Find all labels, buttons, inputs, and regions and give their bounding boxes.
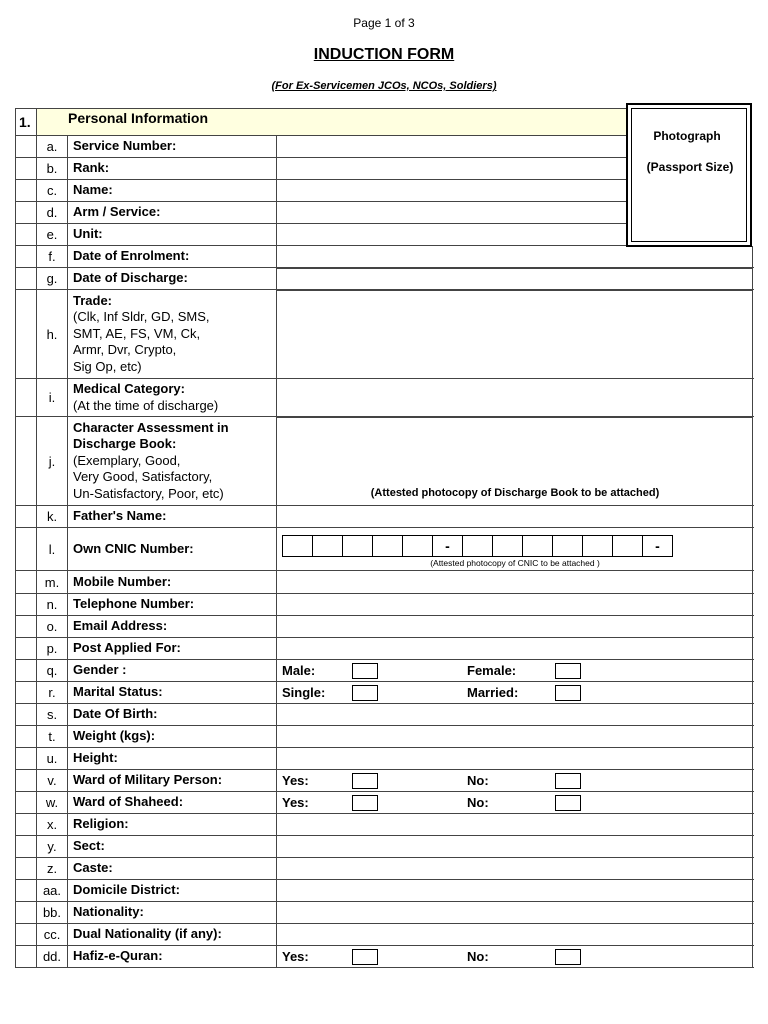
row-value-field[interactable] xyxy=(277,246,753,267)
row-label-line: Date of Discharge: xyxy=(73,270,188,286)
row-spacer-cell xyxy=(15,748,37,769)
table-row xyxy=(15,704,754,726)
row-label xyxy=(68,290,277,378)
row-spacer-cell xyxy=(15,379,37,416)
row-value-field[interactable] xyxy=(277,268,753,289)
photograph-box[interactable] xyxy=(626,103,752,247)
row-label xyxy=(68,417,277,505)
checkbox[interactable] xyxy=(555,663,581,679)
row-label-line: Trade: xyxy=(73,292,113,308)
cnic-note: (Attested photocopy of CNIC to be attached ) xyxy=(430,558,600,568)
row-value-field[interactable] xyxy=(277,726,753,747)
section-number: 1. xyxy=(15,108,37,136)
row-label-line: (At the time of discharge) xyxy=(73,397,219,413)
row-letter: cc. xyxy=(37,924,68,945)
row-spacer-cell xyxy=(15,726,37,747)
table-row xyxy=(15,246,754,268)
row-spacer-cell xyxy=(15,770,37,791)
cnic-digit-box[interactable] xyxy=(552,535,583,557)
row-value-field[interactable] xyxy=(277,836,753,857)
checkbox[interactable] xyxy=(555,685,581,701)
row-spacer-cell xyxy=(15,814,37,835)
row-spacer-cell xyxy=(15,594,37,615)
row-label xyxy=(68,836,277,857)
row-letter: g. xyxy=(37,268,68,289)
row-label-line: Discharge Book: xyxy=(73,436,177,452)
table-row xyxy=(15,528,754,571)
table-row xyxy=(15,748,754,770)
choice-label: No: xyxy=(467,773,489,788)
page-number: Page 1 of 3 xyxy=(353,16,415,30)
row-label xyxy=(68,682,277,703)
cnic-digit-box[interactable] xyxy=(282,535,313,557)
row-letter: h. xyxy=(37,290,68,378)
row-letter: n. xyxy=(37,594,68,615)
row-value-field[interactable] xyxy=(277,136,627,157)
cnic-digit-grid xyxy=(282,535,672,557)
row-letter: v. xyxy=(37,770,68,791)
row-label-line: Ward of Shaheed: xyxy=(73,794,184,810)
row-label-line: Domicile District: xyxy=(73,882,180,898)
row-letter: y. xyxy=(37,836,68,857)
row-label-line: Service Number: xyxy=(73,138,177,154)
row-label xyxy=(68,660,277,681)
table-row xyxy=(15,726,754,748)
row-label-line: Name: xyxy=(73,182,113,198)
row-letter: p. xyxy=(37,638,68,659)
choice-label: Yes: xyxy=(282,795,309,810)
checkbox[interactable] xyxy=(352,795,378,811)
checkbox[interactable] xyxy=(352,663,378,679)
row-label xyxy=(68,946,277,967)
table-row xyxy=(15,202,627,224)
table-row xyxy=(15,379,754,417)
row-label-line: (Clk, Inf Sldr, GD, SMS, xyxy=(73,309,210,325)
cnic-digit-box[interactable] xyxy=(522,535,553,557)
checkbox[interactable] xyxy=(555,773,581,789)
checkbox[interactable] xyxy=(555,949,581,965)
row-label-line: Email Address: xyxy=(73,618,168,634)
cnic-digit-box[interactable] xyxy=(312,535,343,557)
table-row xyxy=(15,417,754,506)
row-label xyxy=(68,268,277,289)
row-spacer-cell xyxy=(15,946,37,967)
row-label-line: Telephone Number: xyxy=(73,596,195,612)
row-spacer-cell xyxy=(15,660,37,681)
row-label xyxy=(68,246,277,267)
row-value-field[interactable] xyxy=(277,770,753,791)
row-label-line: SMT, AE, FS, VM, Ck, xyxy=(73,325,201,341)
choice-label: Male: xyxy=(282,663,316,678)
table-row xyxy=(15,638,754,660)
row-label-line: Height: xyxy=(73,750,118,766)
row-spacer-cell xyxy=(15,224,37,245)
row-letter: k. xyxy=(37,506,68,527)
row-label xyxy=(68,379,277,416)
row-label xyxy=(68,224,277,245)
row-letter: c. xyxy=(37,180,68,201)
row-letter: m. xyxy=(37,571,68,593)
table-row xyxy=(15,571,754,594)
row-label-line: Unit: xyxy=(73,226,103,242)
cnic-digit-box[interactable] xyxy=(372,535,403,557)
table-row xyxy=(15,616,754,638)
row-spacer-cell xyxy=(15,246,37,267)
row-spacer-cell xyxy=(15,902,37,923)
row-label-line: Post Applied For: xyxy=(73,640,181,656)
row-spacer-cell xyxy=(15,506,37,527)
row-label-line: Weight (kgs): xyxy=(73,728,156,744)
row-label-line: Dual Nationality (if any): xyxy=(73,926,222,942)
row-spacer-cell xyxy=(15,616,37,637)
row-spacer-cell xyxy=(15,924,37,945)
row-spacer-cell xyxy=(15,268,37,289)
row-value-field[interactable] xyxy=(277,748,753,769)
choice-label: Yes: xyxy=(282,773,309,788)
row-label xyxy=(68,902,277,923)
row-value-field[interactable] xyxy=(277,880,753,901)
row-label-line: Date of Enrolment: xyxy=(73,248,190,264)
row-spacer-cell xyxy=(15,792,37,813)
row-value-field[interactable] xyxy=(277,379,753,416)
row-letter: z. xyxy=(37,858,68,879)
row-label-line: Hafiz-e-Quran: xyxy=(73,948,163,964)
row-value-field[interactable] xyxy=(277,660,753,681)
form-title: INDUCTION FORM xyxy=(313,46,455,63)
row-letter: a. xyxy=(37,136,68,157)
row-letter: o. xyxy=(37,616,68,637)
choice-label: No: xyxy=(467,795,489,810)
row-label xyxy=(68,792,277,813)
row-letter: x. xyxy=(37,814,68,835)
row-spacer-cell xyxy=(15,136,37,157)
row-label xyxy=(68,180,277,201)
row-value-field[interactable] xyxy=(277,704,753,725)
row-value-field[interactable] xyxy=(277,792,753,813)
row-letter: s. xyxy=(37,704,68,725)
choice-label: Single: xyxy=(282,685,326,700)
table-row xyxy=(15,880,754,902)
row-spacer-cell xyxy=(15,158,37,179)
table-row xyxy=(15,792,754,814)
discharge-book-note: (Attested photocopy of Discharge Book to be attached) xyxy=(370,487,660,499)
photograph-size-label: (Passport Size) xyxy=(646,160,734,174)
row-spacer-cell xyxy=(15,704,37,725)
row-letter: w. xyxy=(37,792,68,813)
row-value-field[interactable] xyxy=(277,158,627,179)
table-row xyxy=(15,660,754,682)
row-letter: e. xyxy=(37,224,68,245)
checkbox[interactable] xyxy=(352,773,378,789)
table-row xyxy=(15,924,754,946)
cnic-separator: - xyxy=(642,535,673,557)
row-letter: q. xyxy=(37,660,68,681)
row-label-line: Religion: xyxy=(73,816,129,832)
row-letter: l. xyxy=(37,528,68,570)
table-row xyxy=(15,858,754,880)
row-value-field[interactable] xyxy=(277,180,627,201)
cnic-digit-box[interactable] xyxy=(402,535,433,557)
row-label xyxy=(68,704,277,725)
row-letter: b. xyxy=(37,158,68,179)
row-letter: j. xyxy=(37,417,68,505)
row-label xyxy=(68,506,277,527)
form-subtitle: (For Ex-Servicemen JCOs, NCOs, Soldiers) xyxy=(271,80,497,92)
checkbox[interactable] xyxy=(352,685,378,701)
table-row xyxy=(15,594,754,616)
section-header xyxy=(37,108,627,136)
row-value-field[interactable] xyxy=(277,571,753,593)
choice-label: Yes: xyxy=(282,949,309,964)
row-letter: bb. xyxy=(37,902,68,923)
row-value-field[interactable] xyxy=(277,594,753,615)
row-label-line: Character Assessment in xyxy=(73,419,229,435)
row-label-line: Father's Name: xyxy=(73,508,167,524)
table-row xyxy=(15,836,754,858)
row-label-line: Caste: xyxy=(73,860,113,876)
row-spacer-cell xyxy=(15,638,37,659)
choice-label: Female: xyxy=(467,663,517,678)
row-spacer-cell xyxy=(15,836,37,857)
row-spacer-cell xyxy=(15,202,37,223)
table-row xyxy=(15,902,754,924)
photograph-label: Photograph xyxy=(653,129,721,143)
row-label-line: Un-Satisfactory, Poor, etc) xyxy=(73,485,224,501)
cnic-digit-box[interactable] xyxy=(492,535,523,557)
row-label-line: Arm / Service: xyxy=(73,204,161,220)
row-spacer-cell xyxy=(15,290,37,378)
row-label-line: Nationality: xyxy=(73,904,144,920)
row-value-field[interactable] xyxy=(277,682,753,703)
row-spacer-cell xyxy=(15,682,37,703)
row-value-field[interactable] xyxy=(277,506,753,527)
row-letter: aa. xyxy=(37,880,68,901)
row-label xyxy=(68,638,277,659)
row-label-line: (Exemplary, Good, xyxy=(73,452,181,468)
row-value-field[interactable] xyxy=(277,417,753,505)
row-letter: r. xyxy=(37,682,68,703)
row-value-field[interactable] xyxy=(277,902,753,923)
row-value-field[interactable] xyxy=(277,202,627,223)
row-label-line: Ward of Military Person: xyxy=(73,772,223,788)
photograph-frame xyxy=(631,108,747,242)
row-value-field[interactable] xyxy=(277,616,753,637)
row-label-line: Very Good, Satisfactory, xyxy=(73,469,213,485)
cnic-digit-box[interactable] xyxy=(342,535,373,557)
row-spacer-cell xyxy=(15,571,37,593)
row-label-line: Sect: xyxy=(73,838,105,854)
row-label-line: Armr, Dvr, Crypto, xyxy=(73,342,177,358)
row-label xyxy=(68,202,277,223)
row-label xyxy=(68,158,277,179)
row-value-field[interactable] xyxy=(277,528,753,570)
row-label-line: Mobile Number: xyxy=(73,573,172,589)
row-label xyxy=(68,136,277,157)
choice-label: No: xyxy=(467,949,489,964)
row-letter: d. xyxy=(37,202,68,223)
table-row xyxy=(15,158,627,180)
cnic-separator: - xyxy=(432,535,463,557)
row-label xyxy=(68,571,277,593)
row-label xyxy=(68,616,277,637)
row-label-line: Medical Category: xyxy=(73,381,185,396)
row-label xyxy=(68,858,277,879)
section-title: Personal Information xyxy=(68,110,209,126)
row-value-field[interactable] xyxy=(277,290,753,378)
cnic-digit-box[interactable] xyxy=(462,535,493,557)
cnic-digit-box[interactable] xyxy=(612,535,643,557)
checkbox[interactable] xyxy=(352,949,378,965)
row-value-field[interactable] xyxy=(277,946,753,967)
row-spacer-cell xyxy=(15,417,37,505)
row-label-line: Date Of Birth: xyxy=(73,706,158,722)
row-spacer-cell xyxy=(15,880,37,901)
row-label xyxy=(68,814,277,835)
row-label xyxy=(68,594,277,615)
row-label xyxy=(68,880,277,901)
cnic-digit-box[interactable] xyxy=(582,535,613,557)
row-value-field[interactable] xyxy=(277,924,753,945)
table-row xyxy=(15,506,754,528)
row-spacer-cell xyxy=(15,180,37,201)
row-value-field[interactable] xyxy=(277,814,753,835)
row-label-line: Sig Op, etc) xyxy=(73,358,142,374)
checkbox[interactable] xyxy=(555,795,581,811)
row-letter: t. xyxy=(37,726,68,747)
row-label xyxy=(68,748,277,769)
table-row xyxy=(15,268,754,290)
row-letter: u. xyxy=(37,748,68,769)
row-label xyxy=(68,726,277,747)
row-label-line: Gender : xyxy=(73,662,127,678)
row-spacer-cell xyxy=(15,528,37,570)
row-letter: f. xyxy=(37,246,68,267)
row-letter: dd. xyxy=(37,946,68,967)
table-row xyxy=(15,682,754,704)
row-value-field[interactable] xyxy=(277,224,627,245)
table-row xyxy=(15,770,754,792)
row-letter: i. xyxy=(37,379,68,416)
row-label xyxy=(68,770,277,791)
table-row xyxy=(15,814,754,836)
row-value-field[interactable] xyxy=(277,858,753,879)
row-label xyxy=(68,924,277,945)
row-label-line: Rank: xyxy=(73,160,110,176)
row-spacer-cell xyxy=(15,858,37,879)
row-label xyxy=(68,528,277,570)
row-label-line: Own CNIC Number: xyxy=(73,540,194,556)
table-row xyxy=(15,136,627,158)
row-label-line: Marital Status: xyxy=(73,684,163,700)
choice-label: Married: xyxy=(467,685,519,700)
row-value-field[interactable] xyxy=(277,638,753,659)
table-row xyxy=(15,946,754,968)
table-row xyxy=(15,180,627,202)
table-row xyxy=(15,290,754,379)
table-row xyxy=(15,224,627,246)
